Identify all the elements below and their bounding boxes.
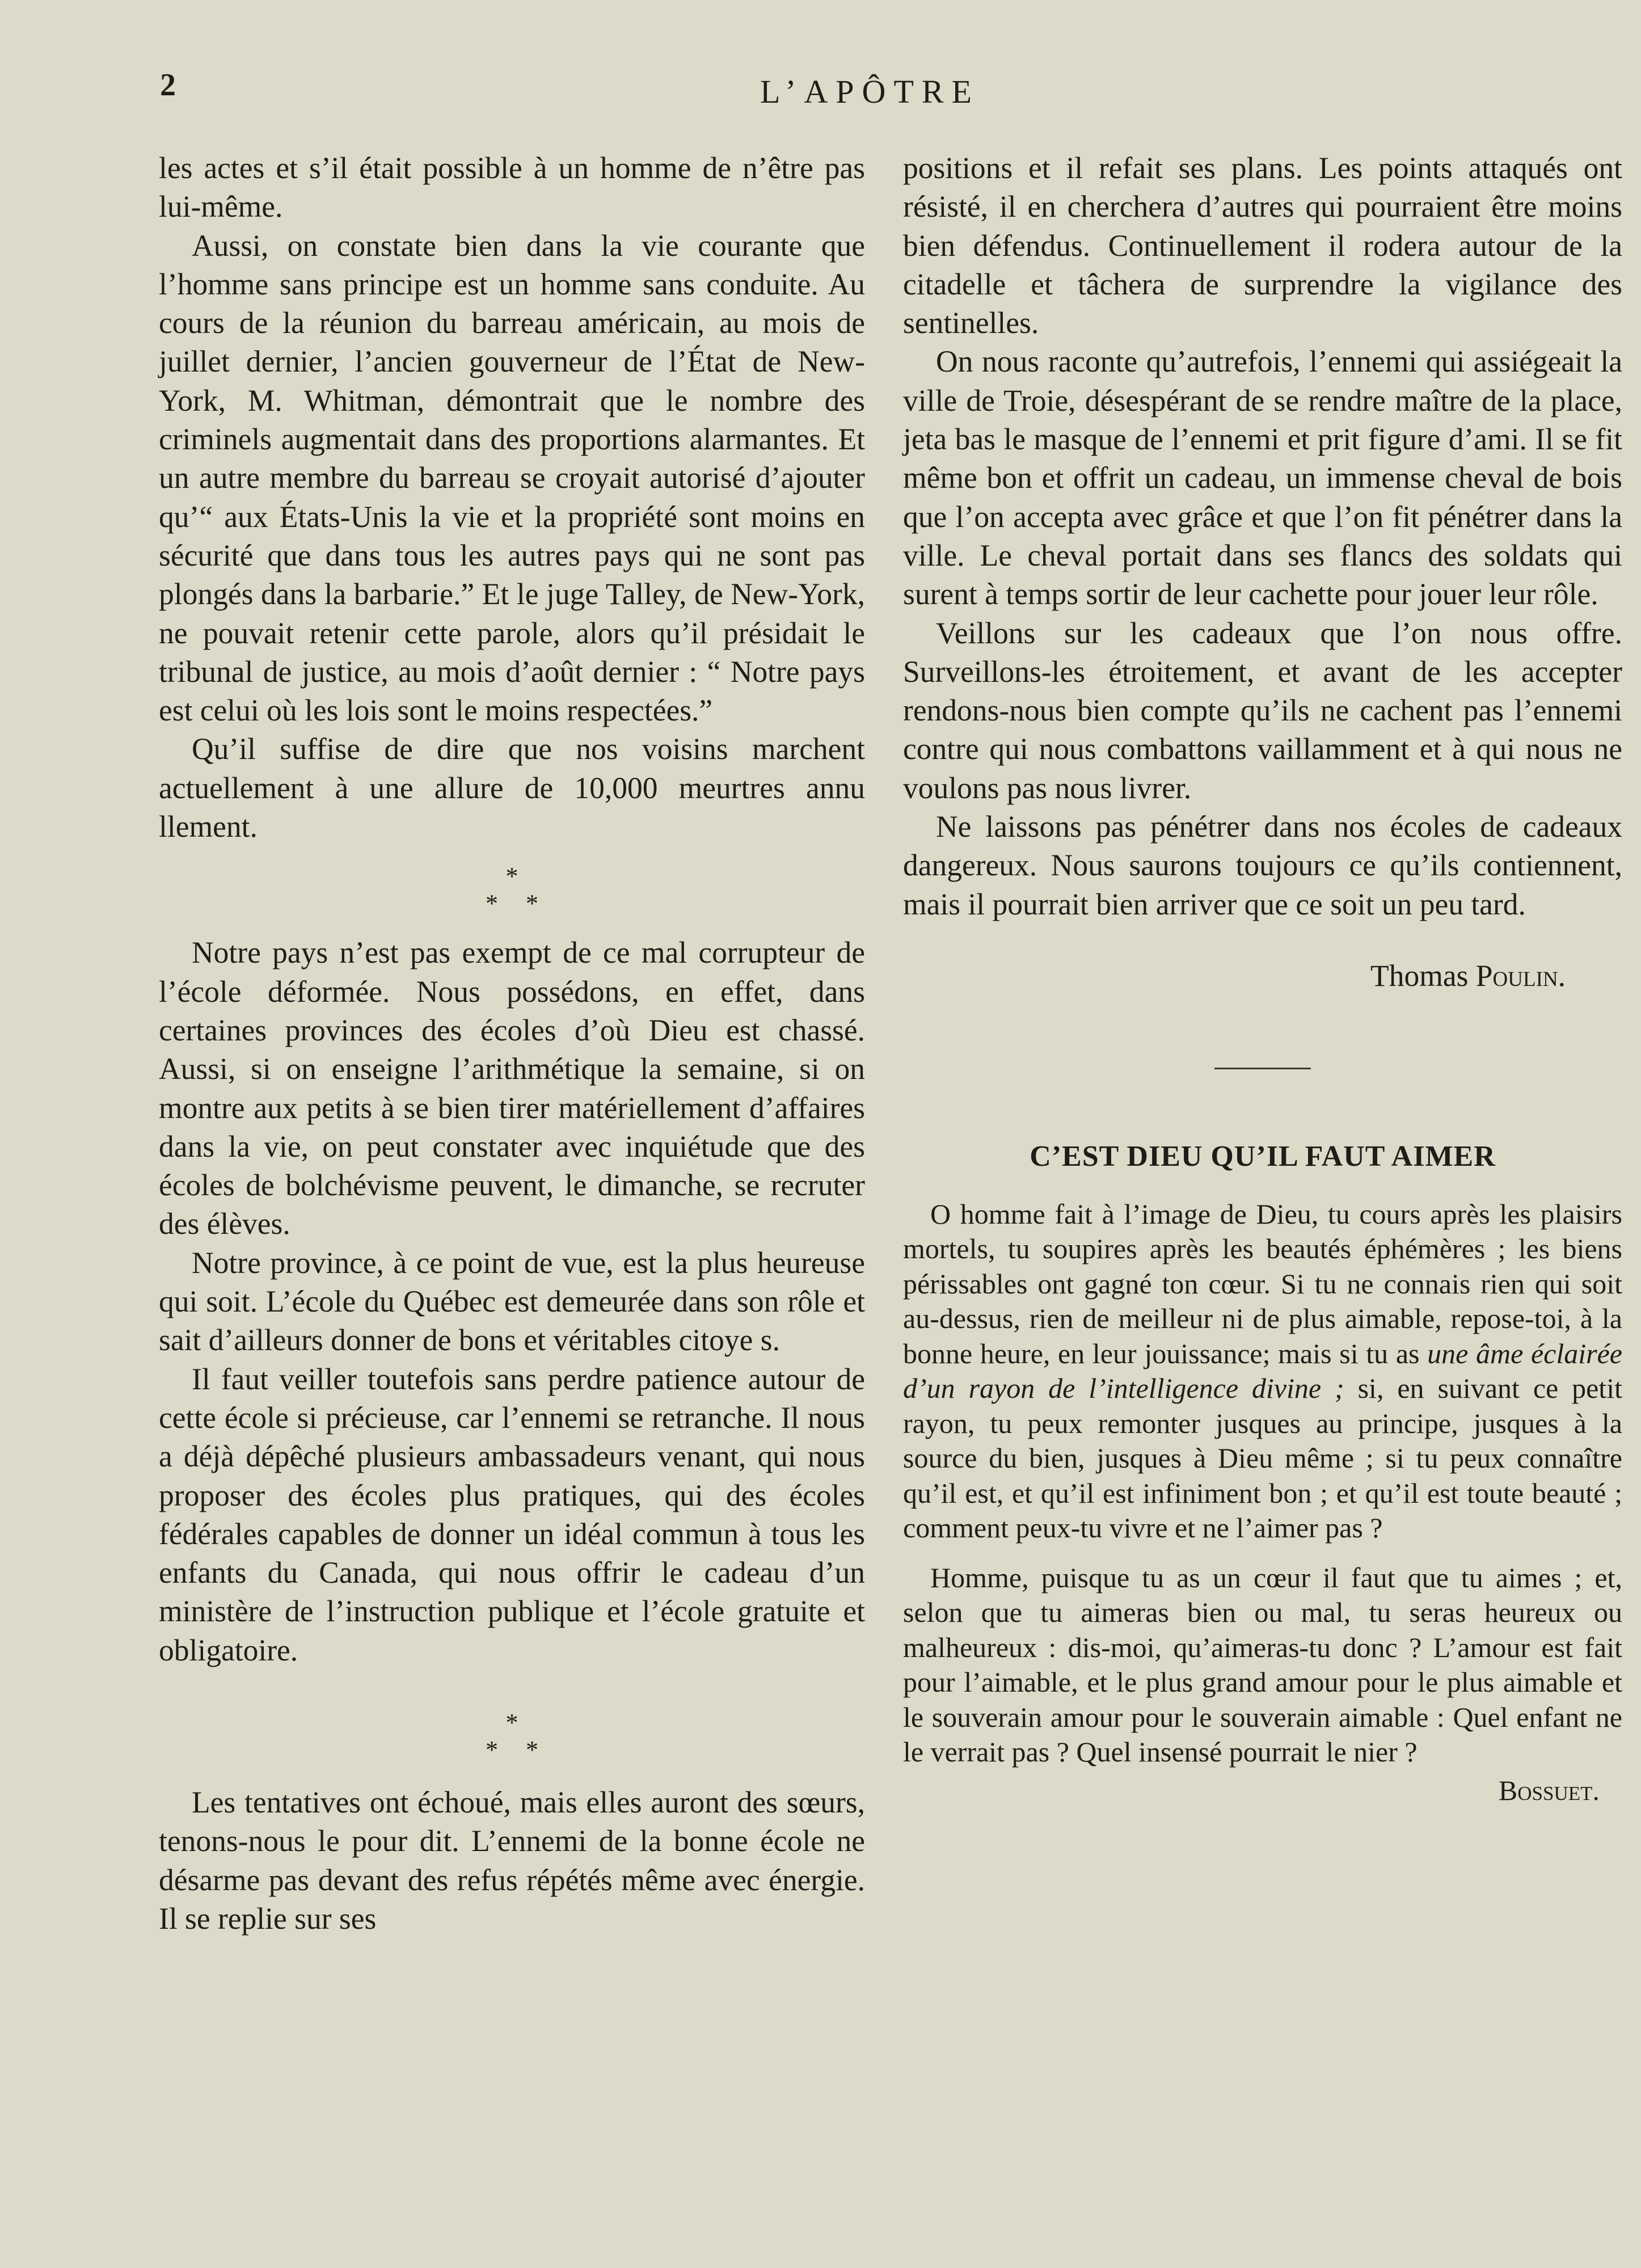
paragraph: Aussi, on constate bien dans la vie courante que l’homme sans principe est un homme sans conduite. Au cours de la réunion du barreau américain, au mois de juillet dernier, l’ancien gouverneur de l’État de New-York, M. Whitman, démontrait que le nombre des criminels augmentait dans des proportions alarmantes. Et un autre membre du barreau se croyait autorisé d’ajouter qu’“ aux États-Unis la vie et la propriété sont moins en sécurité que dans tous les autres pays qui ne sont pas plongés dans la barbarie.” Et le juge Talley, de New-York, ne pouvait retenir cette parole, alors qu’il présidait le tribunal de justice, au mois d’août dernier : “ Notre pays est celui où les lois sont le moins respectées.” bbox=[159, 228, 865, 728]
paragraph: Les tentatives ont échoué, mais elles auront des sœurs, tenons-nous le pour dit. L’ennemi de la bonne école ne désarme pas devant des refus répétés même avec énergie. Il se replie sur ses bbox=[159, 1785, 865, 1936]
paragraph: Notre province, à ce point de vue, est la plus heureuse qui soit. L’école du Québec est demeurée dans son rôle et sait d’ailleurs donner de bons et véritables citoye s. bbox=[159, 1245, 865, 1358]
asterism-bottom: * * bbox=[486, 1735, 538, 1764]
asterism-bottom: * * bbox=[486, 890, 538, 918]
paragraph: les actes et s’il était possible à un homme de n’être pas lui-même. bbox=[159, 151, 865, 224]
asterism bbox=[159, 1709, 865, 1764]
author-signature bbox=[903, 956, 1622, 995]
text-run: si, en suivant ce petit rayon, tu peux remonter jusques au principe, jusques à la source du bien, jusques à Dieu même ; si tu peux connaître qu’il est, et qu’il est infiniment bon ; et qu’il est toute beauté ; comment peux-tu vivre et ne l’aimer pas ? bbox=[903, 1372, 1622, 1544]
paragraph: Ne laissons pas pénétrer dans nos écoles de cadeaux dangereux. Nous saurons toujours ce qu’ils contiennent, mais il pourrait bien arriver que ce soit un peu tard. bbox=[903, 810, 1622, 921]
paragraph: positions et il refait ses plans. Les points attaqués ont résisté, il en cherchera d’autres qui pourraient être moins bien défendus. Continuellement il rodera autour de la citadelle et tâchera de surprendre la vigilance des sentinelles. bbox=[903, 151, 1622, 340]
asterism bbox=[159, 863, 865, 917]
paragraph bbox=[903, 1197, 1622, 1546]
paragraph: Il faut veiller toutefois sans perdre patience autour de cette école si précieuse, car l’ennemi se retranche. Il nous a déjà dépêché plusieurs ambassadeurs venant, qui nous proposer des écoles plus pratiques, qui des écoles fédérales capables de donner un idéal commun à tous les enfants du Canada, qui nous offrir le cadeau d’un ministère de l’instruction publique et l’école gratuite et obligatoire. bbox=[159, 1361, 865, 1667]
italic-text: une âme éclairée d’un rayon de l’intelligence divine ; bbox=[903, 1337, 1622, 1405]
paragraph: On nous raconte qu’autrefois, l’ennemi qui assiégeait la ville de Troie, désespérant de se rendre maître de la place, jeta bas le masque de l’ennemi et prit figure d’ami. Il se fit même bon et offrit un cadeau, un immense cheval de bois que l’on accepta avec grâce et que l’on fit pénétrer dans la ville. Le cheval portait dans ses flancs des soldats qui surent à temps sortir de leur cachette pour jouer leur rôle. bbox=[903, 344, 1622, 612]
author-first-name: Thomas bbox=[1370, 958, 1469, 993]
paragraph: Homme, puisque tu as un cœur il faut que tu aimes ; et, selon que tu aimeras bien ou mal, tu seras heureux ou malheureux : dis-moi, qu’aimeras-tu donc ? L’amour est fait pour l’aimable, et le plus grand amour pour le plus aimable et le souverain amour pour le souverain aimable : Quel enfant ne le verrait pas ? Quel insensé pourrait le nier ? bbox=[903, 1561, 1622, 1768]
section-divider bbox=[1214, 1068, 1311, 1069]
page-number: 2 bbox=[160, 68, 176, 103]
asterism-top: * bbox=[505, 1708, 518, 1736]
section-title: C’EST DIEU QU’IL FAUT AIMER bbox=[1030, 1140, 1496, 1173]
right-column bbox=[903, 149, 1622, 1810]
quotation-author: Bossuet. bbox=[1498, 1774, 1600, 1806]
text-run: O homme fait à l’image de Dieu, tu cours après les plaisirs mortels, tu soupires après les beautés éphémères ; les biens périssables ont gagné ton cœur. Si tu ne connais rien qui soit au-dessus, rien de meilleur ni de plus aimable, repose-toi, à la bonne heure, en leur jouissance; mais si tu as bbox=[903, 1198, 1622, 1369]
paragraph: Notre pays n’est pas exempt de ce mal corrupteur de l’école déformée. Nous possédons, en effet, dans certaines provinces des écoles d’où Dieu est chassé. Aussi, si on enseigne l’arithmétique la semaine, si on montre aux petits à se bien tirer matériellement d’affaires dans la vie, on peut constater avec inquiétude que des écoles de bolchévisme peuvent, le dimanche, se recruter des élèves. bbox=[159, 935, 865, 1241]
left-column bbox=[159, 149, 865, 1938]
paragraph: Qu’il suffise de dire que nos voisins marchent actuellement à une allure de 10,000 meurtres annu llement. bbox=[159, 732, 865, 844]
author-last-name: Poulin. bbox=[1475, 958, 1566, 993]
asterism-top: * bbox=[505, 862, 518, 891]
paragraph: Veillons sur les cadeaux que l’on nous offre. Surveillons-les étroitement, et avant de les accepter rendons-nous bien compte qu’ils ne cachent pas l’ennemi contre qui nous combattons vaillamment et à qui nous ne voulons pas nous livrer. bbox=[903, 616, 1622, 805]
running-title: L’APÔTRE bbox=[760, 73, 980, 110]
quotation bbox=[903, 1197, 1622, 1770]
